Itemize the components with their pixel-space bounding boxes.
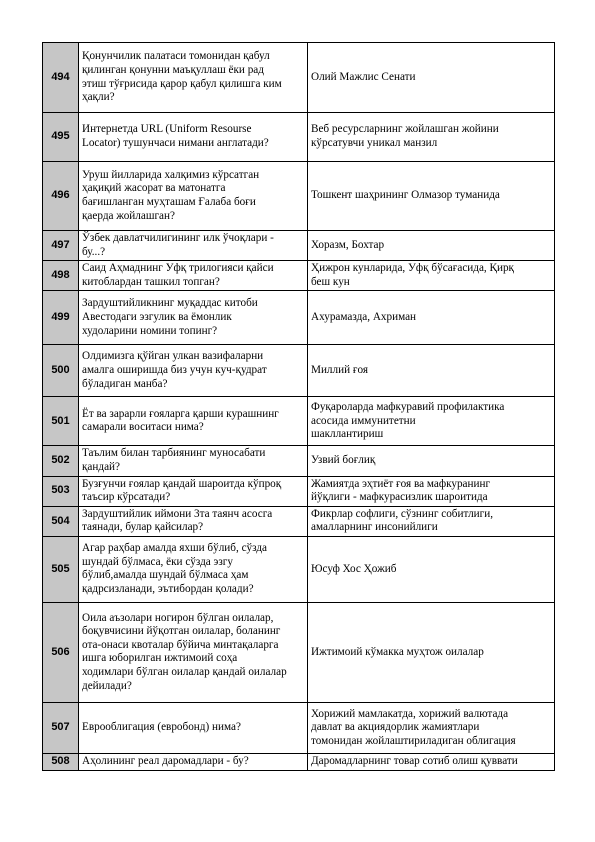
row-number: 495 [43, 113, 79, 162]
row-number: 505 [43, 536, 79, 602]
row-number: 503 [43, 476, 79, 506]
answer-text: Даромадларнинг товар сотиб олиш қуввати [311, 754, 518, 767]
answer-text: Фикрлар софлиги, сўзнинг собитлиги, амалларнинг инсонийлиги [311, 507, 494, 534]
row-number: 508 [43, 753, 79, 770]
table-row [43, 345, 555, 397]
answer-text: Тошкент шаҳрининг Олмазор туманида [311, 189, 500, 202]
answer-text: Фуқароларда мафкуравий профилактика асосида иммунитетни шакллантириш [311, 400, 505, 441]
question-answer-table [42, 42, 555, 771]
row-number: 494 [43, 43, 79, 113]
answer-text: Олий Мажлис Сенати [311, 70, 416, 83]
answer-text: Жамиятда эҳтиёт ғоя ва мафкуранинг йўқлиги - мафкурасизлик шароитида [311, 477, 491, 504]
row-number: 506 [43, 602, 79, 702]
question-text: Уруш йилларида халқимиз кўрсатган ҳақиқий жасорат ва матонатга бағишланган муҳташам Ғалаба боғи қаерда жойлашган? [82, 168, 260, 222]
question-text: Агар раҳбар амалда яхши бўлиб, сўзда шундай бўлмаса, ёки сўзда эзгу бўлиб,амалда шундай бўлмаса ҳам қадрсизланади, эътибордан қолади? [82, 542, 268, 596]
question-text: Интернетда URL (Uniform Resourse Locator) тушунчаси нимани англатади? [82, 123, 269, 149]
question-text: Аҳолининг реал даромадлари - бу? [82, 754, 249, 767]
question-text: Еврооблигация (евробонд) нима? [82, 721, 241, 734]
table-row [43, 397, 555, 446]
table-row [43, 43, 555, 113]
table-row [43, 261, 555, 291]
answer-text: Миллий ғоя [311, 364, 368, 377]
question-text: Ўзбек давлатчилигининг илк ўчоқлари - бу...? [82, 232, 274, 258]
row-number: 498 [43, 261, 79, 291]
question-text: Олдимизга қўйган улкан вазифаларни амалга оширишда биз учун куч-қудрат бўладиган манба? [82, 350, 267, 390]
table-row [43, 702, 555, 753]
table-row [43, 231, 555, 261]
table-row [43, 162, 555, 231]
question-text: Қонунчилик палатаси томонидан қабул қилинган қонунни маъқуллаш ёки рад этиш тўғрисида қарор қабул қилишга ким ҳақли? [82, 50, 282, 104]
row-number: 497 [43, 231, 79, 261]
question-text: Таълим билан тарбиянинг муносабати қандай? [82, 447, 266, 473]
table-row [43, 446, 555, 476]
answer-text: Узвий боғлиқ [311, 454, 376, 467]
question-text: Зардуштийликнинг муқаддас китоби Авестодаги эзгулик ва ёмонлик худоларини номини топинг? [82, 297, 258, 337]
row-number: 507 [43, 702, 79, 753]
question-text: Бузғунчи ғоялар қандай шароитда кўпроқ таъсир кўрсатади? [82, 477, 282, 504]
answer-text: Веб ресурсларнинг жойлашган жойини кўрсатувчи уникал манзил [311, 123, 499, 149]
answer-text: Ахурамазда, Ахриман [311, 311, 417, 324]
question-text: Зардуштийлик иймони 3та таянч асосга таянади, булар қайсилар? [82, 507, 273, 534]
table-row [43, 476, 555, 506]
answer-text: Хоразм, Бохтар [311, 238, 385, 251]
table-body [43, 43, 555, 771]
table-row [43, 113, 555, 162]
table-row [43, 536, 555, 602]
answer-text: Ҳижрон кунларида, Уфқ бўсағасида, Қирқ беш кун [311, 262, 514, 288]
answer-text: Хорижий мамлакатда, хорижий валютада давлат ва акциядорлик жамиятлари томонидан жойлаштириладиган облигация [311, 707, 516, 747]
question-text: Саид Аҳмаднинг Уфқ трилогияси қайси китоблардан ташкил топган? [82, 262, 274, 288]
table-row [43, 602, 555, 702]
row-number: 496 [43, 162, 79, 231]
table-row [43, 506, 555, 536]
row-number: 499 [43, 291, 79, 345]
row-number: 501 [43, 397, 79, 446]
row-number: 502 [43, 446, 79, 476]
question-text: Ёт ва зарарли ғояларга қарши курашнинг самарали воситаси нима? [82, 407, 279, 434]
row-number: 500 [43, 345, 79, 397]
answer-text: Юсуф Хос Ҳожиб [311, 562, 397, 575]
table-row [43, 753, 555, 770]
answer-text: Ижтимоий кўмакка муҳтож оилалар [311, 645, 484, 658]
table-row [43, 291, 555, 345]
row-number: 504 [43, 506, 79, 536]
question-text: Оила аъзолари ногирон бўлган оилалар, боқувчисини йўқотган оилалар, боланинг ота-онаси квоталар бўйича минтақаларга ишга юборилган ижтимоий соҳа ходимлари бўлган оилалар қандай оилалар дейилади? [82, 611, 287, 692]
